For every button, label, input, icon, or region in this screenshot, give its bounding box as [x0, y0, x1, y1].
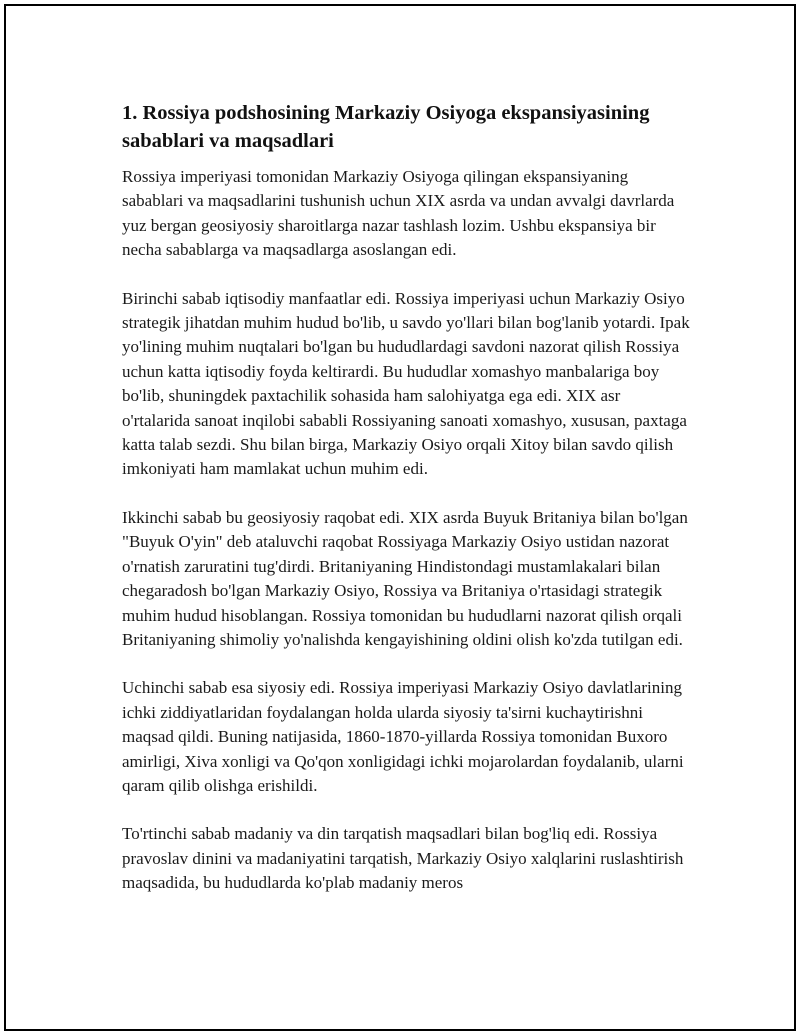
paragraph-geopolitical-reason: Ikkinchi sabab bu geosiyosiy raqobat edi. XIX asrda Buyuk Britaniya bilan bo'lgan "Buyuk O'yin" deb ataluvchi raqobat Rossiyaga Markaziy Osiyo ustidan nazorat o'rnatish zaruratini tug'dirdi. Britaniyaning Hindistondagi mustamlakalari bilan chegaradosh bo'lgan Markaziy Osiyo, Rossiya va Britaniya o'rtasidagi strategik muhim hudud hisoblangan. Rossiya tomonidan bu hududlarni nazorat qilish orqali Britaniyaning shimoliy yo'nalishda kengayishining oldini olish ko'zda tutilgan edi. — [122, 507, 688, 649]
section-heading: 1. Rossiya podshosining Markaziy Osiyoga ekspansiyasining sabablari va maqsadlari — [122, 102, 650, 152]
paragraph-cultural-reason: To'rtinchi sabab madaniy va din tarqatish maqsadlari bilan bog'liq edi. Rossiya pravoslav dinini va madaniyatini tarqatish, Markaziy Osiyo xalqlarini ruslashtirish maqsadida, bu hududlarda ko'plab madaniy meros — [122, 824, 684, 893]
page-frame — [4, 4, 796, 1031]
paragraph-intro: Rossiya imperiyasi tomonidan Markaziy Osiyoga qilingan ekspansiyaning sabablari va maqsadlarini tushunish uchun XIX asrda va undan avvalgi davrlarda yuz bergan geosiyosiy sharoitlarga nazar tashlash lozim. Ushbu ekspansiya bir necha sabablarga va maqsadlarga asoslangan edi. — [122, 167, 675, 260]
document-body — [122, 99, 692, 920]
paragraph-political-reason: Uchinchi sabab esa siyosiy edi. Rossiya imperiyasi Markaziy Osiyo davlatlarining ichki ziddiyatlaridan foydalangan holda ularda siyosiy ta'sirni kuchaytirishni maqsad qildi. Buning natijasida, 1860-1870-yillarda Rossiya tomonidan Buxoro amirligi, Xiva xonligi va Qo'qon xonligidagi ichki mojarolardan foydalanib, ularni qaram qilib olishga erishildi. — [122, 678, 684, 795]
paragraph-economic-reason: Birinchi sabab iqtisodiy manfaatlar edi. Rossiya imperiyasi uchun Markaziy Osiyo strategik jihatdan muhim hudud bo'lib, u savdo yo'llari bilan bog'lanib yotardi. Ipak yo'lining muhim nuqtalari bo'lgan bu hududlardagi savdoni nazorat qilish Rossiya uchun katta iqtisodiy foyda keltirardi. Bu hududlar xomashyo manbalariga boy bo'lib, shuningdek paxtachilik sohasida ham salohiyatga ega edi. XIX asr o'rtalarida sanoat inqilobi sababli Rossiyaning sanoati xomashyo, xususan, paxtaga katta talab sezdi. Shu bilan birga, Markaziy Osiyo orqali Xitoy bilan savdo qilish imkoniyati ham mamlakat uchun muhim edi. — [122, 288, 690, 479]
